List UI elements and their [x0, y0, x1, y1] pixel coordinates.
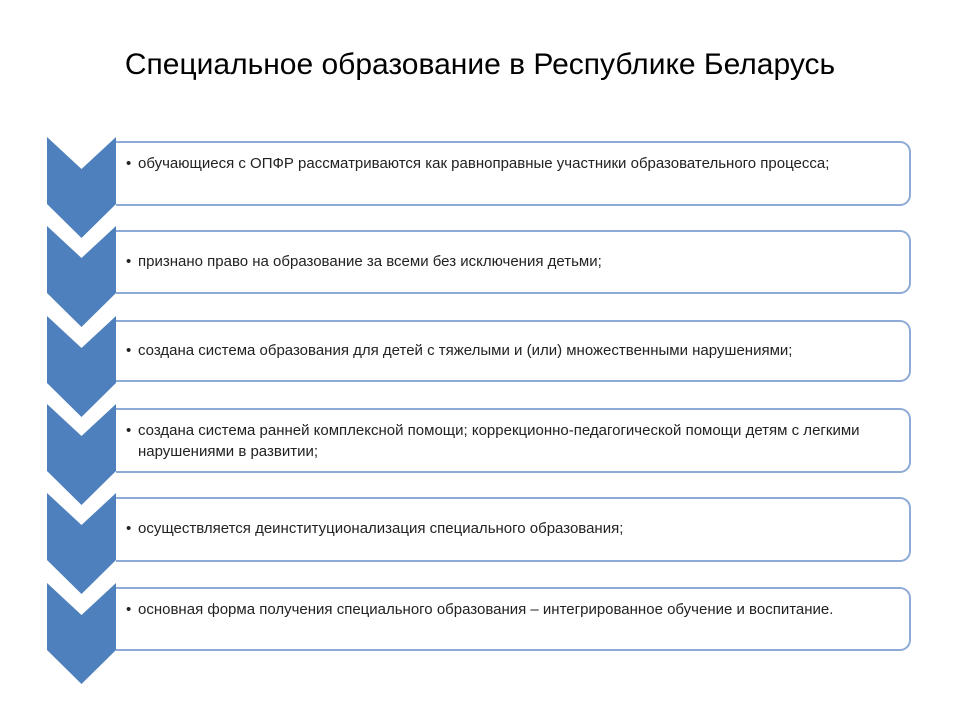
chevron-arrow-2	[47, 226, 116, 327]
chevron-arrow-3	[47, 316, 116, 417]
bullet-icon: •	[126, 341, 132, 359]
bullet-icon: •	[126, 155, 132, 172]
step-text-6: основная форма получения специального образования – интегрированное обучение и воспитание.	[138, 601, 834, 618]
step-box-3	[116, 320, 911, 382]
step-box-5	[116, 497, 911, 562]
step-text-3: создана система образования для детей с тяжелыми и (или) множественными нарушениями;	[138, 341, 793, 359]
step-box-6	[116, 587, 911, 651]
step-text-1: обучающиеся с ОПФР рассматриваются как равноправные участники образовательного процесса;	[138, 155, 830, 172]
chevron-arrow-4	[47, 404, 116, 505]
bullet-icon: •	[126, 601, 132, 618]
step-box-4	[116, 408, 911, 473]
bullet-icon: •	[126, 520, 132, 537]
step-box-1	[116, 141, 911, 206]
step-text-2: признано право на образование за всеми без исключения детьми;	[138, 252, 602, 270]
step-box-2	[116, 230, 911, 294]
bullet-icon: •	[126, 252, 132, 270]
bullet-icon: •	[126, 422, 132, 439]
step-text-5: осуществляется деинституционализация специального образования;	[138, 520, 624, 537]
chevron-arrow-5	[47, 493, 116, 594]
step-text-4: создана система ранней комплексной помощи; коррекционно-педагогической помощи детям с легкими нарушениями в развитии;	[138, 422, 860, 460]
chevron-arrow-1	[47, 137, 116, 238]
page-title: Специальное образование в Республике Беларусь	[124, 48, 836, 81]
chevron-arrow-6	[47, 583, 116, 684]
